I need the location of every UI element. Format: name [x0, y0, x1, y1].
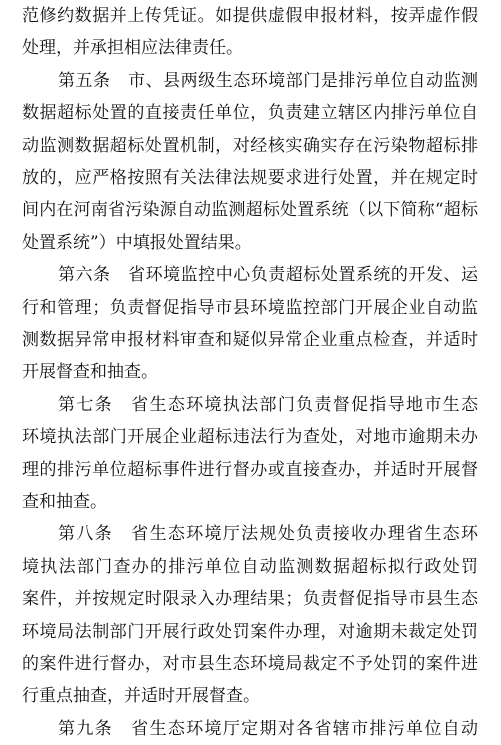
article-heading-line: 第八条 省生态环境厅法规处负责接收办理省生态环 [58, 524, 478, 545]
article-heading-line: 第七条 省生态环境执法部门负责督促指导地市生态 [58, 394, 478, 415]
paragraph-line: 环境局法制部门开展行政处罚案件办理，对逾期未裁定处罚 [22, 621, 478, 642]
article-heading-line: 第五条 市、县两级生态环境部门是排污单位自动监测 [58, 70, 478, 91]
paragraph-line: 处理，并承担相应法律责任。 [22, 38, 243, 59]
paragraph-line: 数据超标处置的直接责任单位，负责建立辖区内排污单位自 [22, 103, 478, 124]
paragraph-line: 境执法部门查办的排污单位自动监测数据超标拟行政处罚 [22, 556, 478, 577]
paragraph-line: 开展督查和抽查。 [22, 362, 158, 383]
paragraph-line: 案件，并按规定时限录入办理结果；负责督促指导市县生态 [22, 589, 478, 610]
paragraph-line: 处置系统”）中填报处置结果。 [22, 232, 252, 253]
paragraph-line: 环境执法部门开展企业超标违法行为查处，对地市逾期未办 [22, 427, 478, 448]
paragraph-line: 范修约数据并上传凭证。如提供虚假申报材料，按弄虚作假 [22, 6, 478, 26]
article-heading-line: 第九条 省生态环境厅定期对各省辖市排污单位自动 [58, 718, 478, 739]
paragraph-line: 放的，应严格按照有关法律法规要求进行处置，并在规定时 [22, 168, 478, 188]
paragraph-line: 测数据异常申报材料审查和疑似异常企业重点检查，并适时 [22, 330, 478, 350]
paragraph-line: 理的排污单位超标事件进行督办或直接查办，并适时开展督 [22, 459, 478, 480]
paragraph-line: 动监测数据超标处置机制，对经核实确实存在污染物超标排 [22, 135, 478, 156]
paragraph-line: 查和抽查。 [22, 492, 107, 512]
paragraph-line: 间内在河南省污染源自动监测超标处置系统（以下简称“超标 [22, 200, 478, 221]
paragraph-line: 行和管理；负责督促指导市县环境监控部门开展企业自动监 [22, 297, 478, 318]
paragraph-line: 行重点抽查，并适时开展督查。 [22, 686, 260, 707]
paragraph-line: 的案件进行督办，对市县生态环境局裁定不予处罚的案件进 [22, 654, 478, 674]
article-heading-line: 第六条 省环境监控中心负责超标处置系统的开发、运 [58, 265, 478, 286]
